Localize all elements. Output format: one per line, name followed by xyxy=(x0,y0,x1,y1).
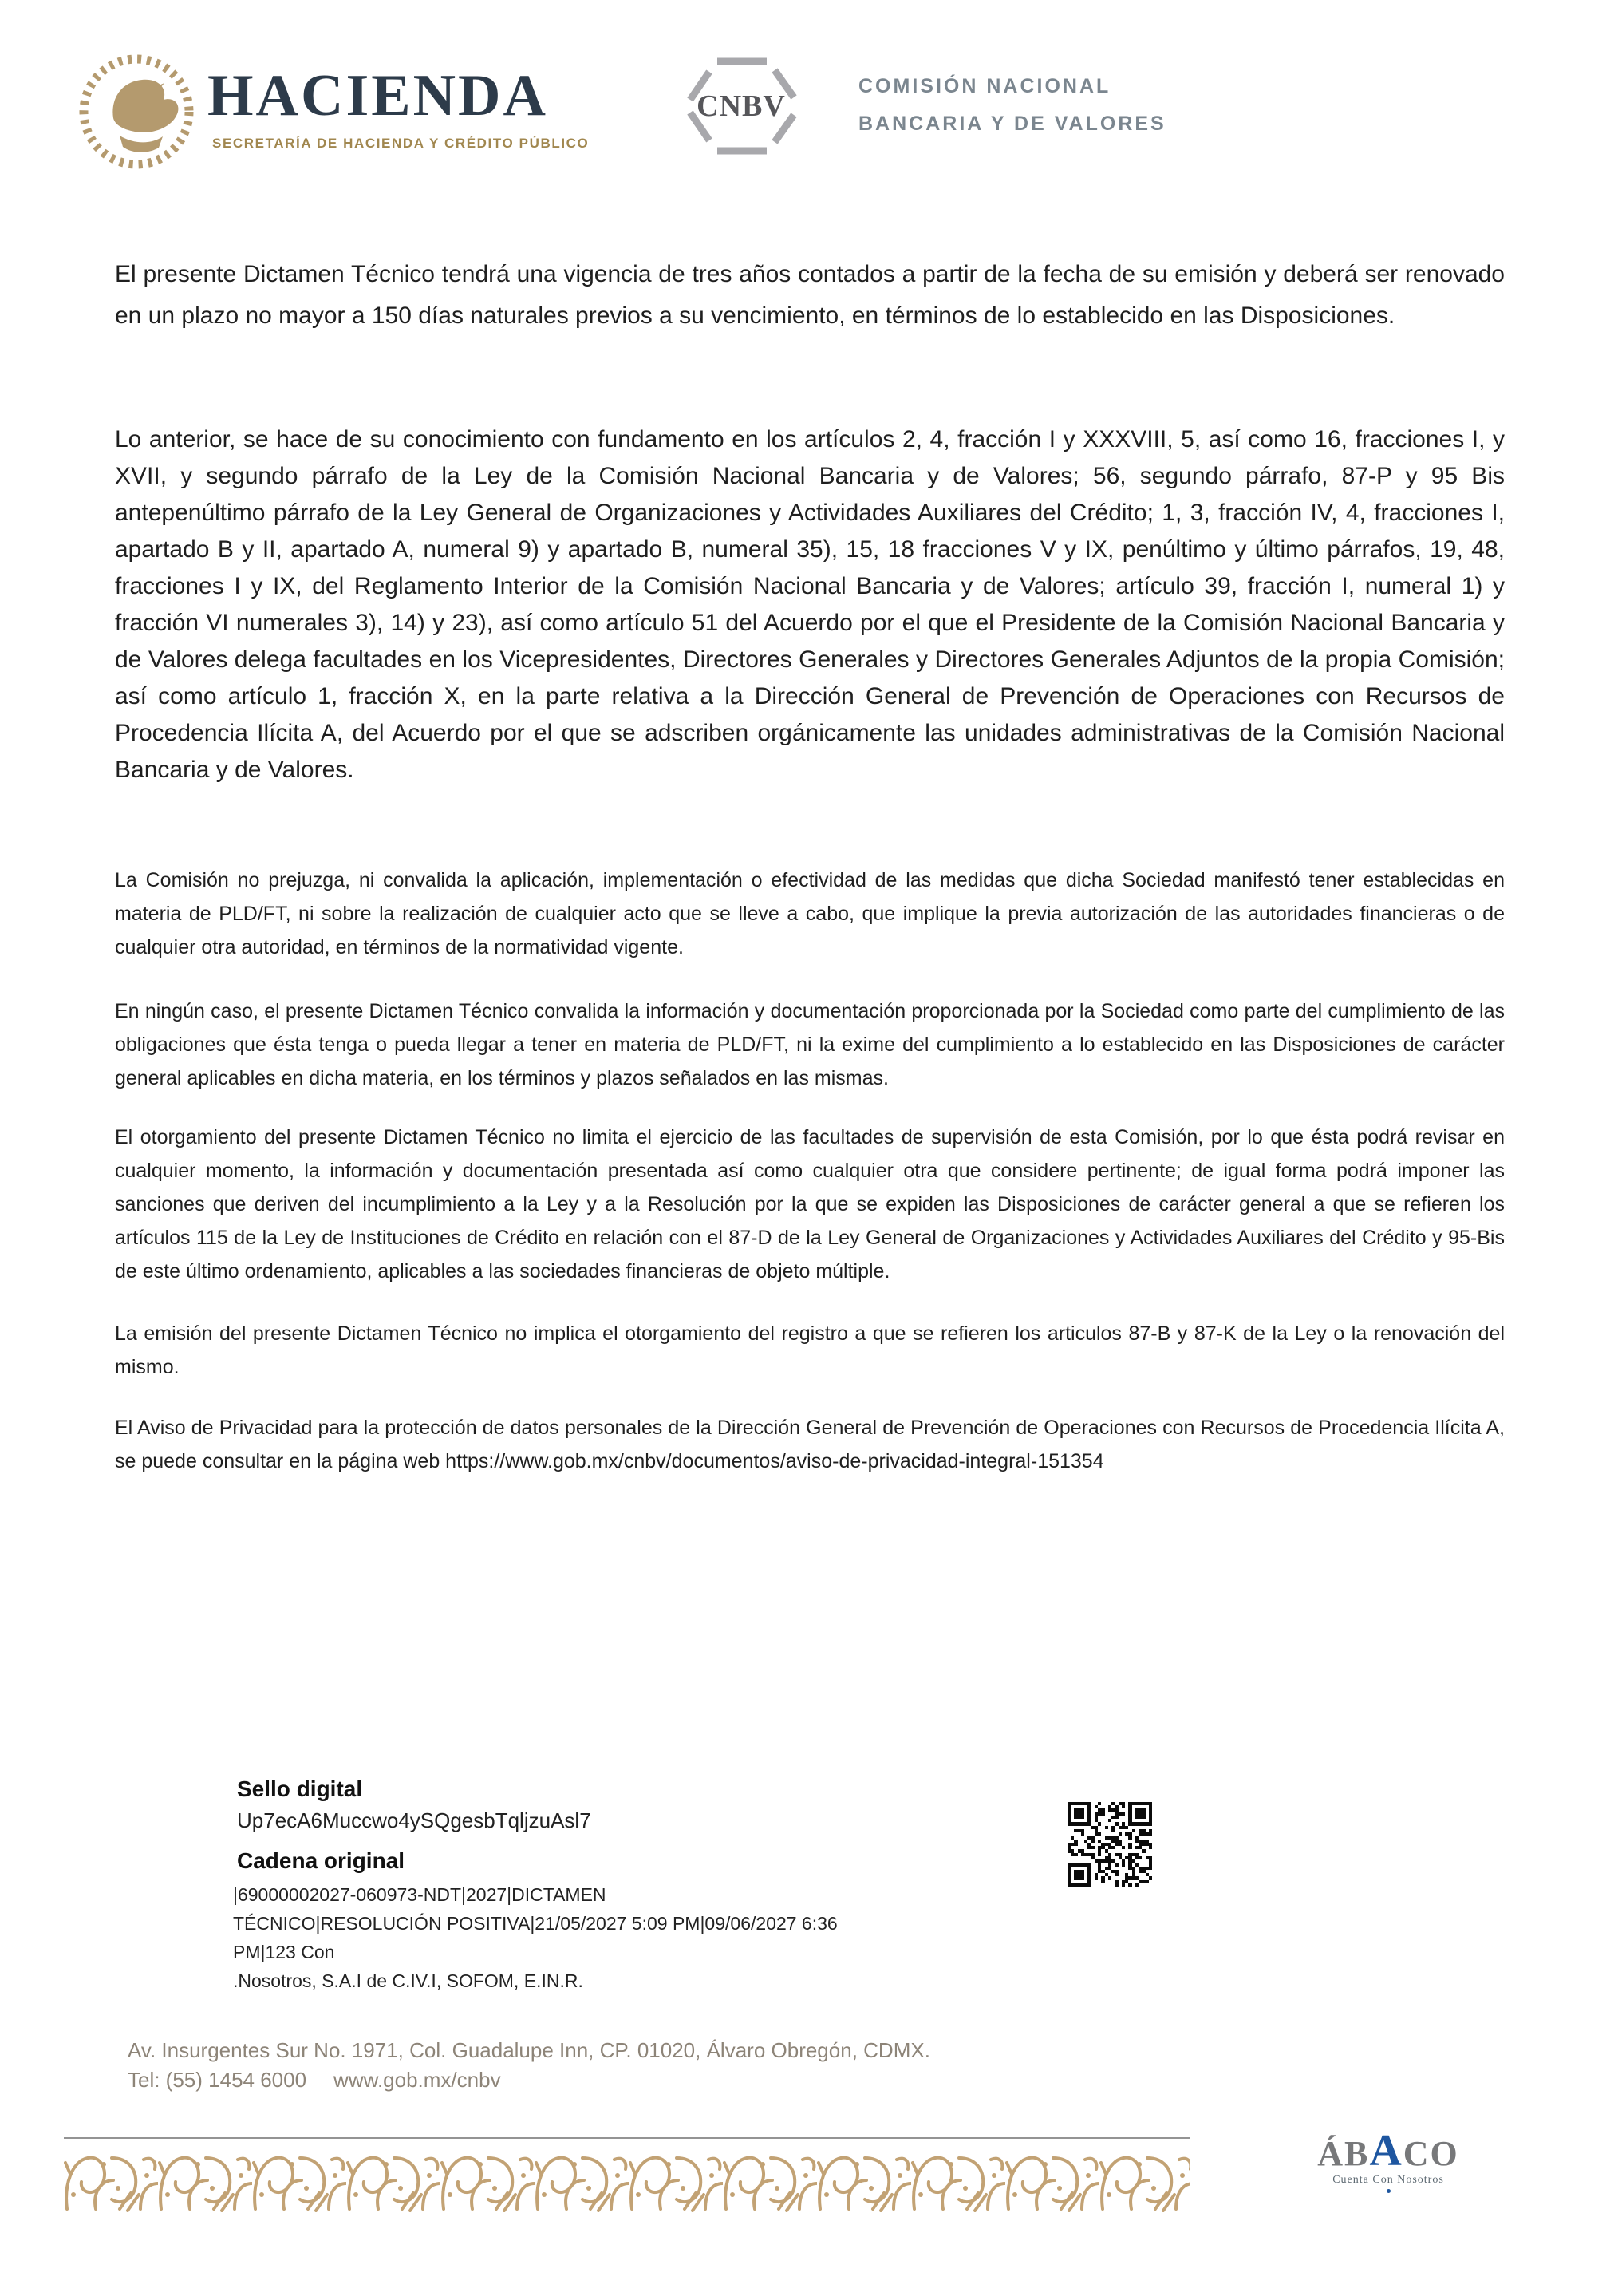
abaco-logo xyxy=(1286,2128,1490,2193)
footer-divider xyxy=(64,2137,1190,2139)
paragraph-no-registro: La emisión del presente Dictamen Técnico no implica el otorgamiento del registro a que se refieren los articulos 87-B y 87-K de la Ley o la renovación del mismo. xyxy=(115,1322,1505,1378)
paragraph-no-convalida: En ningún caso, el presente Dictamen Técnico convalida la información y documentación proporcionada por la Sociedad como parte del cumplimiento de las obligaciones que ésta tenga o pueda llegar a tener en materia de PLD/FT, ni la exime del cumplimiento a lo establecido en las Disposiciones de carácter general aplicables en dicha materia, en los términos y plazos señalados en las mismas. xyxy=(115,1000,1505,1089)
hacienda-eagle-seal-icon xyxy=(73,41,199,182)
cnbv-hexagon-logo xyxy=(681,54,802,158)
cadena-line: |69000002027-060973-NDT|2027|DICTAMEN xyxy=(233,1884,606,1905)
footer-phone: Tel: (55) 1454 6000 xyxy=(128,2068,307,2092)
cadena-original-heading: Cadena original xyxy=(237,1848,405,1873)
qr-code xyxy=(1068,1802,1152,1887)
hacienda-wordmark: HACIENDA xyxy=(207,63,548,128)
abaco-tagline: Cuenta Con Nosotros xyxy=(1332,2174,1444,2186)
abaco-tagline-rule xyxy=(1286,2189,1490,2193)
abaco-blue-a: A xyxy=(1369,2126,1403,2175)
cadena-line: TÉCNICO|RESOLUCIÓN POSITIVA|21/05/2027 5:09 PM|09/06/2027 6:36 PM|123 Con xyxy=(233,1913,838,1962)
cnbv-name-line2: BANCARIA Y DE VALORES xyxy=(858,113,1166,135)
paragraph-vigencia: El presente Dictamen Técnico tendrá una vigencia de tres años contados a partir de la fecha de su emisión y deberá ser renovado en un plazo no mayor a 150 días naturales previos a su vencimiento, en términos de lo establecido en las Disposiciones. xyxy=(115,261,1505,329)
greca-border-pattern-icon xyxy=(64,2153,1190,2212)
sello-digital-value: Up7ecA6Muccwo4ySQgesbTqljzuAsl7 xyxy=(237,1808,591,1832)
paragraph-fundamento-legal: Lo anterior, se hace de su conocimiento con fundamento en los artículos 2, 4, fracción I y XXXVIII, 5, así como 16, fracciones I, y XVII, y segundo párrafo de la Ley de la Comisión Nacional Bancaria y de Valores; 56, segundo párrafo, 87-P y 95 Bis antepenúltimo párrafo de la Ley General de Organizaciones y Actividades Auxiliares del Crédito; 1, 3, fracción IV, 4, fracciones I, apartado B y II, apartado A, numeral 9) y apartado B, numeral 35), 15, 18 fracciones V y IX, penúltimo y último párrafos, 19, 48, fracciones I y IX, del Reglamento Interior de la Comisión Nacional Bancaria y de Valores; artículo 39, fracción I, numeral 1) y fracción VI numerales 3), 14) y 23), así como artículo 51 del Acuerdo por el que el Presidente de la Comisión Nacional Bancaria y de Valores delega facultades en los Vicepresidentes, Directores Generales y Directores Generales Adjuntos de la propia Comisión; así como artículo 1, fracción X, en la parte relativa a la Dirección General de Prevención de Operaciones con Recursos de Procedencia Ilícita A, del Acuerdo por el que se adscriben orgánicamente las unidades administrativas de la Comisión Nacional Bancaria y de Valores. xyxy=(115,426,1505,783)
hacienda-subtitle: SECRETARÍA DE HACIENDA Y CRÉDITO PÚBLICO xyxy=(212,136,590,151)
footer-address: Av. Insurgentes Sur No. 1971, Col. Guadalupe Inn, CP. 01020, Álvaro Obregón, CDMX. xyxy=(128,2038,930,2062)
paragraph-no-prejuzga: La Comisión no prejuzga, ni convalida la aplicación, implementación o efectividad de las medidas que dicha Sociedad manifestó tener establecidas en materia de PLD/FT, ni sobre la realización de cualquier acto que se lleve a cabo, que implique la previa autorización de las autoridades financieras o de cualquier otra autoridad, en términos de la normatividad vigente. xyxy=(115,869,1505,958)
cadena-original-value xyxy=(233,1880,895,1995)
footer-website: www.gob.mx/cnbv xyxy=(333,2068,501,2092)
cnbv-name-line1: COMISIÓN NACIONAL xyxy=(858,75,1111,97)
abaco-wordmark: ÁBACO xyxy=(1317,2126,1459,2175)
cnbv-logo-text: CNBV xyxy=(697,89,786,123)
paragraph-supervision: El otorgamiento del presente Dictamen Técnico no limita el ejercicio de las facultades de supervisión de esta Comisión, por lo que ésta podrá revisar en cualquier momento, la información y documentación presentada así como cualquier otra que considere pertinente; de igual forma podrá imponer las sanciones que deriven del incumplimiento a la Ley y a la Resolución por la que se expiden las Disposiciones de carácter general a que se refieren los artículos 115 de la Ley de Instituciones de Crédito en relación con el 87-D de la Ley General de Organizaciones y Actividades Auxiliares del Crédito y 95-Bis de este último ordenamiento, aplicables a las sociedades financieras de objeto múltiple. xyxy=(115,1126,1505,1282)
footer-contact xyxy=(128,2068,501,2092)
paragraph-aviso-privacidad: El Aviso de Privacidad para la protección de datos personales de la Dirección General de Prevención de Operaciones con Recursos de Procedencia Ilícita A, se puede consultar en la página web https://www.gob.mx/cnbv/documentos/aviso-de-privacidad-integral-151354 xyxy=(115,1417,1505,1472)
cadena-line: .Nosotros, S.A.I de C.IV.I, SOFOM, E.IN.R. xyxy=(233,1970,583,1991)
sello-digital-heading: Sello digital xyxy=(237,1776,363,1801)
